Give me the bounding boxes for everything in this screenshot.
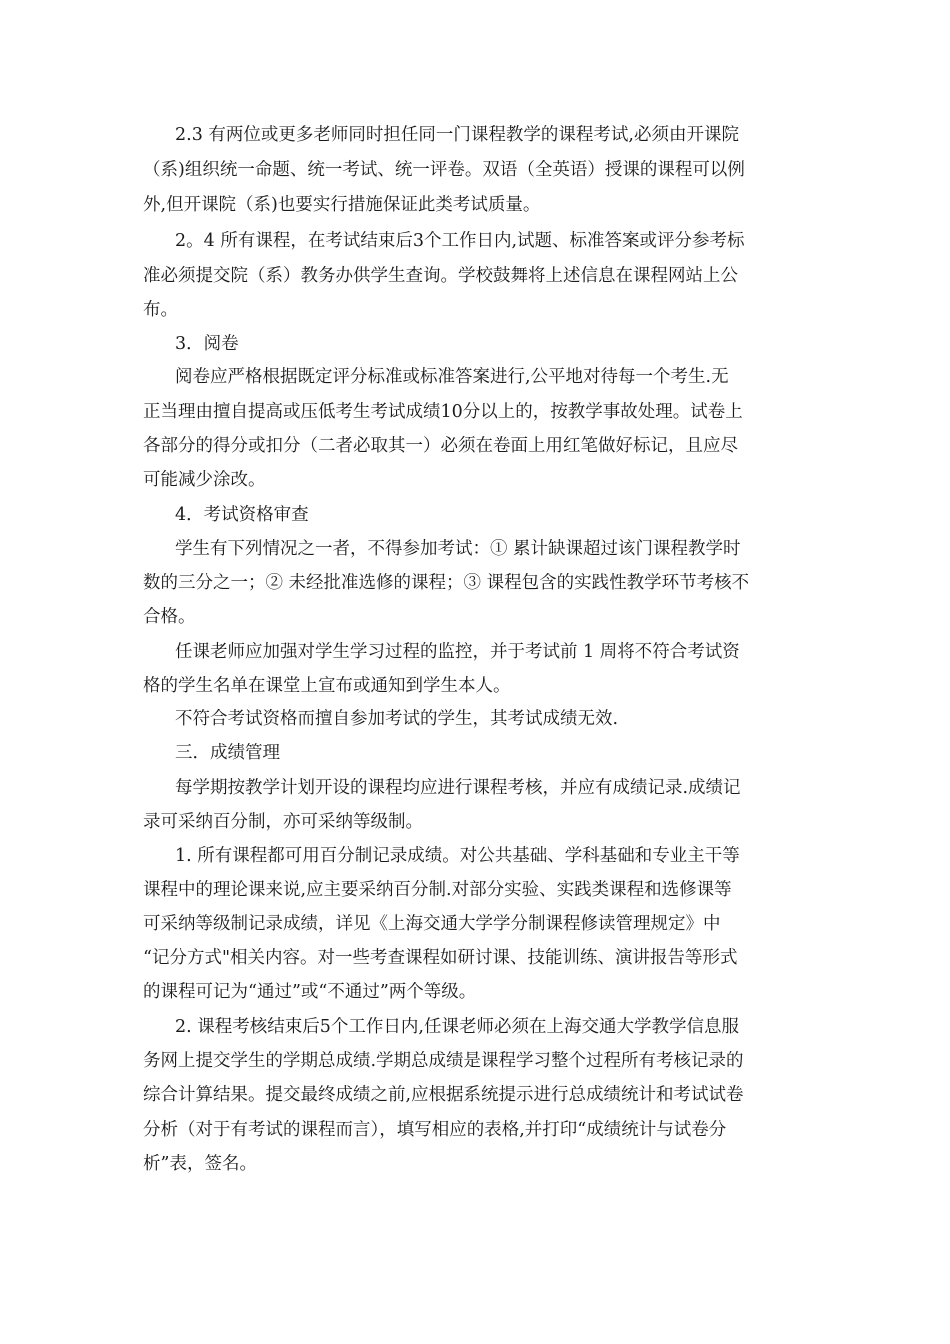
- para-grading-line-4: 可能减少涂改。: [143, 470, 266, 490]
- para-item-2-line-2: 务网上提交学生的学期总成绩.学期总成绩是课程学习整个过程所有考核记录的: [143, 1051, 744, 1071]
- para-score-intro-line-2: 录可采纳百分制，亦可采纳等级制。: [143, 812, 423, 832]
- para-score-intro-line-1: 每学期按教学计划开设的课程均应进行课程考核，并应有成绩记录.成绩记: [175, 778, 741, 798]
- para-grading-line-1: 阅卷应严格根据既定评分标准或标准答案进行,公平地对待每一个考生.无: [175, 367, 729, 387]
- section-heading-eligibility: 4．考试资格审查: [175, 505, 309, 525]
- para-item-2-line-5: 析”表，签名。: [143, 1154, 257, 1174]
- para-item-1-line-3: 可采纳等级制记录成绩，详见《上海交通大学学分制课程修读管理规定》中: [143, 914, 721, 934]
- para-eligibility-line-1: 学生有下列情况之一者，不得参加考试：① 累计缺课超过该门课程教学时: [175, 539, 741, 559]
- para-2-3-line-1: 2.3 有两位或更多老师同时担任同一门课程教学的课程考试,必须由开课院: [175, 125, 739, 145]
- section-heading-grading: 3．阅卷: [175, 334, 239, 354]
- para-monitoring-line-2: 格的学生名单在课堂上宣布或通知到学生本人。: [143, 676, 511, 696]
- para-eligibility-line-3: 合格。: [143, 607, 196, 627]
- para-item-2-line-4: 分析（对于有考试的课程而言），填写相应的表格,并打印“成绩统计与试卷分: [143, 1120, 727, 1140]
- para-item-1-line-4: “记分方式"相关内容。对一些考查课程如研讨课、技能训练、演讲报告等形式: [143, 948, 738, 968]
- para-monitoring-line-1: 任课老师应加强对学生学习过程的监控，并于考试前 1 周将不符合考试资: [175, 642, 740, 662]
- para-item-1-line-2: 课程中的理论课来说,应主要采纳百分制.对部分实验、实践类课程和选修课等: [143, 880, 732, 900]
- para-eligibility-line-2: 数的三分之一；② 未经批准选修的课程；③ 课程包含的实践性教学环节考核不: [143, 573, 750, 593]
- para-invalid-scores: 不符合考试资格而擅自参加考试的学生，其考试成绩无效.: [175, 709, 619, 729]
- para-2-3-line-3: 外,但开课院（系)也要实行措施保证此类考试质量。: [143, 195, 541, 215]
- para-2-4-line-3: 布。: [143, 300, 178, 320]
- para-grading-line-2: 正当理由擅自提高或压低考生考试成绩10分以上的，按教学事故处理。试卷上: [143, 402, 743, 422]
- para-item-2-line-3: 综合计算结果。提交最终成绩之前,应根据系统提示进行总成绩统计和考试试卷: [143, 1085, 744, 1105]
- para-item-2-line-1: 2. 课程考核结束后5个工作日内,任课老师必须在上海交通大学教学信息服: [175, 1017, 739, 1037]
- section-heading-score-management: 三．成绩管理: [175, 743, 280, 763]
- para-2-4-line-2: 准必须提交院（系）教务办供学生查询。学校鼓舞将上述信息在课程网站上公: [143, 266, 738, 286]
- para-grading-line-3: 各部分的得分或扣分（二者必取其一）必须在卷面上用红笔做好标记，且应尽: [143, 436, 738, 456]
- para-item-1-line-5: 的课程可记为“通过”或“不通过”两个等级。: [143, 982, 477, 1002]
- para-item-1-line-1: 1. 所有课程都可用百分制记录成绩。对公共基础、学科基础和专业主干等: [175, 846, 740, 866]
- para-2-3-line-2: （系)组织统一命题、统一考试、统一评卷。双语（全英语）授课的课程可以例: [143, 160, 745, 180]
- para-2-4-line-1: 2。4 所有课程，在考试结束后3个工作日内,试题、标准答案或评分参考标: [175, 231, 745, 251]
